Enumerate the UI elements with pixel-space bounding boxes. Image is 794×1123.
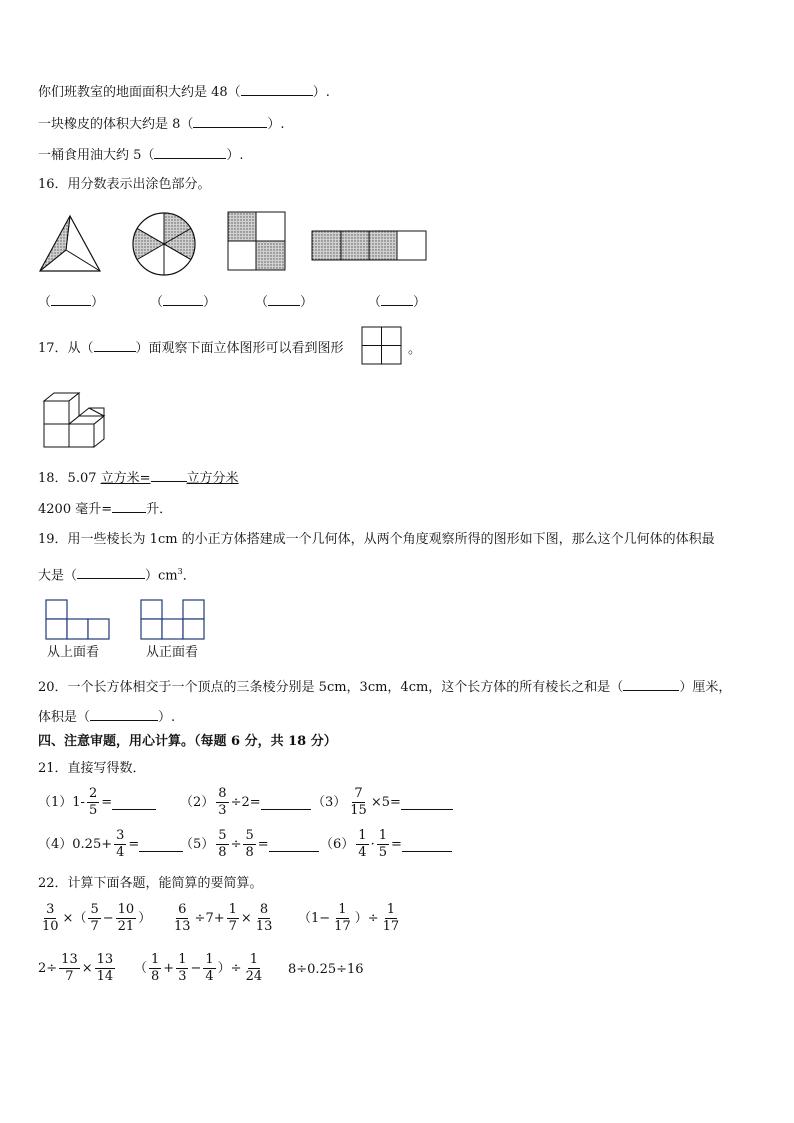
q21-item6: （6） $\frac{1}{4}$ · $\frac{1}{5}$ = (320, 828, 452, 861)
fraction: $\frac{1}{3}$ (178, 952, 187, 984)
answer-blank[interactable] (139, 838, 183, 852)
q22-title: 22．计算下面各题，能简算的要简算。 (38, 876, 263, 891)
fraction: $\frac{1}{17}$ (382, 902, 400, 934)
answer-blank[interactable] (151, 468, 187, 482)
fraction: $\frac{1}{4}$ (358, 828, 367, 860)
fraction: $\frac{1}{8}$ (151, 952, 160, 984)
fraction: $\frac{1}{24}$ (245, 952, 263, 984)
q16-question: 16．用分数表示出涂色部分。 (38, 177, 211, 192)
q21-item3: （3） $\frac{7}{15}$ ×5= (312, 786, 453, 819)
q21-item1: （1）1- $\frac{2}{5}$ = (38, 786, 156, 819)
answer-blank[interactable] (90, 707, 158, 721)
q17-grid-figure (362, 327, 401, 364)
answer-blank[interactable] (163, 292, 203, 306)
q16-answer-3: （ ） (255, 291, 313, 310)
answer-blank[interactable] (401, 796, 453, 810)
q18-line1: 18．5.07 立方米= 立方分米 (38, 468, 239, 488)
q21-item4: （4）0.25+ $\frac{3}{4}$ = (38, 828, 183, 861)
fraction: $\frac{1}{7}$ (228, 902, 237, 934)
fraction: $\frac{3}{10}$ (42, 902, 59, 934)
q22-expr2: $\frac{6}{13}$ ÷7+ $\frac{1}{7}$ × $\frac{8}{13}$ (174, 902, 273, 934)
answer-blank[interactable] (77, 565, 145, 579)
fraction: $\frac{13}{14}$ (96, 952, 114, 984)
answer-blank[interactable] (112, 796, 156, 810)
q20-line1: 20．一个长方体相交于一个顶点的三条棱分别是 5cm，3cm，4cm，这个长方体的所有棱长之和是（ ）厘米， (38, 677, 731, 697)
q22-expr3: （1− $\frac{1}{17}$ ）÷ $\frac{1}{17}$ (298, 902, 400, 934)
fraction: $\frac{1}{5}$ (378, 828, 387, 860)
q16-answer-2: （ ） (150, 291, 216, 310)
fraction: $\frac{8}{3}$ (218, 786, 227, 818)
answer-blank[interactable] (402, 838, 452, 852)
answer-blank[interactable] (269, 838, 319, 852)
q15-line2: 一块橡皮的体积大约是 8（ ）. (38, 114, 285, 134)
q22-expr4: 2÷ $\frac{13}{7}$ × $\frac{13}{14}$ (38, 952, 114, 984)
fraction: $\frac{10}{21}$ (117, 902, 135, 934)
caption-top-view: 从上面看 (47, 645, 100, 660)
q19-front-view (141, 600, 204, 639)
q17-end: 。 (408, 342, 422, 357)
q22-expr1: $\frac{3}{10}$ ×（ $\frac{5}{7}$ − $\frac{10}{21}$ ） (42, 902, 152, 934)
bar-figure (312, 231, 426, 260)
answer-blank[interactable] (51, 292, 91, 306)
fraction: $\frac{8}{13}$ (255, 902, 273, 934)
answer-blank[interactable] (261, 796, 311, 810)
answer-blank[interactable] (94, 338, 136, 352)
q16-answer-4: （ ） (368, 291, 426, 310)
answer-blank[interactable] (381, 292, 413, 306)
fraction: $\frac{5}{7}$ (90, 902, 99, 934)
fraction: $\frac{7}{15}$ (350, 786, 367, 818)
answer-blank[interactable] (268, 292, 300, 306)
fraction: $\frac{2}{5}$ (88, 786, 98, 818)
q15-line3: 一桶食用油大约 5（ ）. (38, 145, 244, 165)
fraction: $\frac{6}{13}$ (174, 902, 191, 934)
q21-item5: （5） $\frac{5}{8}$ ÷ $\frac{5}{8}$ = (180, 828, 319, 861)
fraction: $\frac{5}{8}$ (218, 828, 227, 860)
q21-title: 21．直接写得数． (38, 761, 146, 776)
q20-line2: 体积是（ ）. (38, 707, 175, 727)
q15-line1: 你们班教室的地面面积大约是 48（ ）. (38, 82, 330, 102)
fraction: $\frac{1}{17}$ (334, 902, 351, 934)
q17-cube-stack (44, 393, 104, 447)
q22-expr5: （ $\frac{1}{8}$ + $\frac{1}{3}$ − $\frac{1}{4}$ ）÷ $\frac{1}{24}$ (134, 952, 263, 984)
section4-title: 四、注意审题，用心计算。（每题 6 分，共 18 分） (38, 734, 337, 749)
q16-answer-1: （ ） (38, 291, 104, 310)
triangle-figure (40, 216, 100, 271)
fraction: $\frac{3}{4}$ (116, 828, 125, 860)
square-figure (228, 212, 285, 270)
q19-top-view (46, 600, 109, 639)
caption-front-view: 从正面看 (146, 645, 199, 660)
q18-line2: 4200 毫升= 升． (38, 499, 172, 519)
answer-blank[interactable] (112, 499, 146, 513)
fraction: $\frac{1}{4}$ (205, 952, 214, 984)
q21-item2: （2） $\frac{8}{3}$ ÷2= (180, 786, 311, 819)
q19-line1: 19．用一些棱长为 1cm 的小正方体搭建成一个几何体，从两个角度观察所得的图形如下图，那么这个几何体的体积最 (38, 532, 715, 547)
answer-blank[interactable] (623, 677, 679, 691)
q17-question: 17．从（ ）面观察下面立体图形可以看到图形 (38, 338, 344, 358)
fraction: $\frac{5}{8}$ (245, 828, 254, 860)
fraction: $\frac{13}{7}$ (61, 952, 78, 984)
q22-expr6: 8÷0.25÷16 (288, 962, 364, 977)
q19-line2: 大是（ ）$cm^3$． (38, 567, 196, 584)
circle-figure (133, 213, 195, 275)
